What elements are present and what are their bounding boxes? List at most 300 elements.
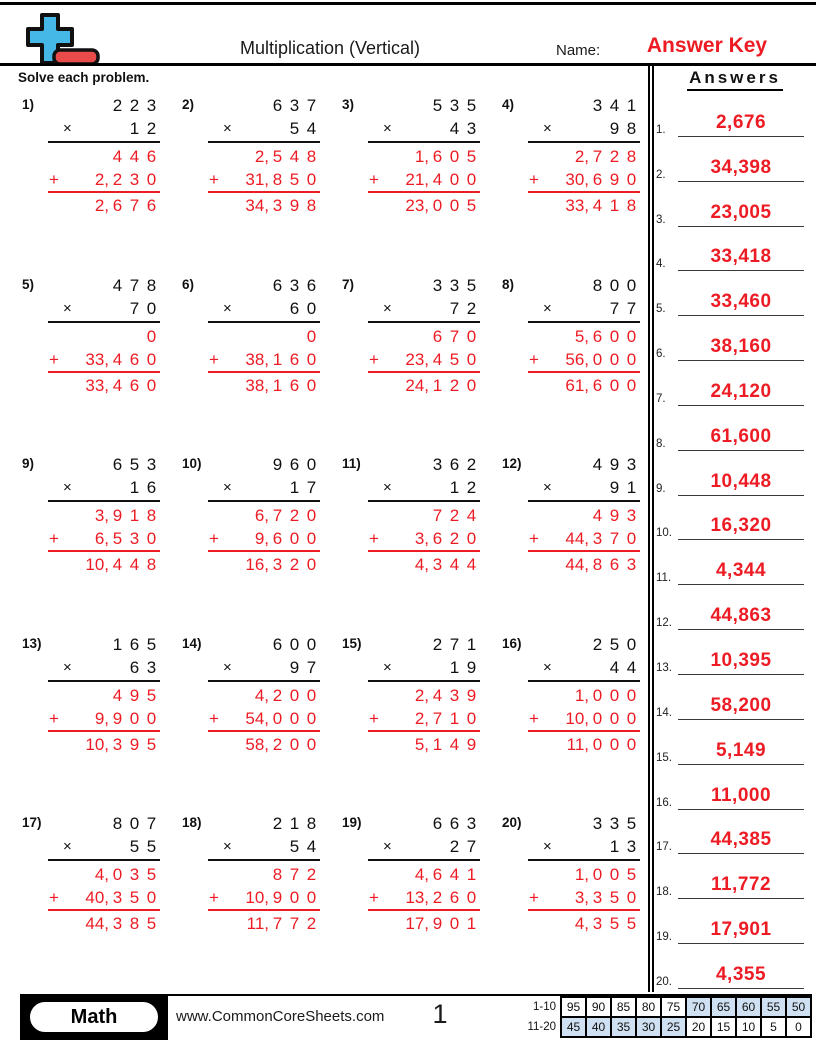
- digit: 1: [449, 478, 460, 497]
- digit-prefix: 5,: [574, 326, 589, 346]
- digit: 1: [129, 119, 140, 138]
- product: [208, 194, 320, 217]
- multiplicand: [48, 274, 160, 297]
- digit: 0: [626, 375, 637, 395]
- digit: 9: [466, 685, 477, 705]
- answers-list: [654, 97, 812, 994]
- digit-prefix: 54,: [245, 708, 269, 728]
- digit: 0: [449, 196, 460, 215]
- product: [48, 733, 160, 756]
- answer-value: 11,000: [710, 784, 772, 806]
- digit: 0: [466, 326, 477, 346]
- multiplier-row: [528, 117, 640, 143]
- problem-number: 3): [342, 97, 355, 112]
- answer-number: 9.: [656, 482, 666, 495]
- digit: 0: [609, 349, 620, 369]
- digit: 4: [432, 170, 443, 189]
- score-cell: 45: [561, 1017, 586, 1037]
- digit: 0: [129, 708, 140, 728]
- problem: [182, 633, 342, 813]
- digit: 3: [129, 170, 140, 189]
- digit: 8: [592, 275, 603, 295]
- answer-number: 8.: [656, 437, 666, 450]
- digit: 1: [272, 349, 283, 369]
- digit: 4: [112, 275, 123, 295]
- problem: [342, 812, 502, 992]
- product: [528, 553, 640, 576]
- digit: 0: [609, 375, 620, 395]
- digit-prefix: 3,: [574, 888, 589, 907]
- multiply-sign: ×: [383, 479, 392, 496]
- digit: 0: [626, 734, 637, 754]
- digit: 1: [626, 478, 637, 497]
- digit-prefix: 33,: [565, 196, 589, 215]
- multiplicand: [208, 274, 320, 297]
- digit: 0: [306, 349, 317, 369]
- digit: 5: [609, 914, 620, 933]
- multiply-sign: ×: [223, 479, 232, 496]
- multiplier-row: [208, 656, 320, 682]
- problem-number: 10): [182, 456, 202, 471]
- digit: 6: [289, 455, 300, 474]
- product: [528, 374, 640, 397]
- problem: [502, 274, 662, 454]
- digit: 0: [609, 734, 620, 754]
- answer-value: 4,355: [715, 963, 767, 985]
- answer-value: 24,120: [710, 380, 772, 402]
- digit: 2: [449, 529, 460, 548]
- partial-product-1: [528, 684, 640, 707]
- plus-sign: +: [529, 170, 539, 189]
- plus-sign: +: [49, 170, 59, 189]
- digit: 0: [609, 865, 620, 884]
- multiplicand: [528, 274, 640, 297]
- problem-number: 11): [342, 456, 361, 471]
- answer-value: 44,863: [710, 605, 772, 627]
- answer-value: 10,395: [710, 649, 772, 671]
- score-cell: 70: [686, 997, 711, 1017]
- digit: 0: [289, 529, 300, 548]
- problem-work: [528, 633, 640, 813]
- digit: 6: [129, 634, 140, 654]
- digit-prefix: 40,: [85, 888, 109, 907]
- answer-blank-line: [678, 898, 804, 899]
- digit: 7: [272, 914, 283, 933]
- partial-product-2: [48, 707, 160, 732]
- product: [48, 194, 160, 217]
- digit: 5: [146, 837, 157, 856]
- answer-item: [654, 456, 812, 501]
- multiply-sign: ×: [383, 658, 392, 676]
- digit: 2: [272, 734, 283, 754]
- digit: 6: [449, 455, 460, 474]
- problem-number: 6): [182, 276, 195, 292]
- digit: 0: [626, 708, 637, 728]
- digit: 7: [609, 298, 620, 318]
- score-cell: 95: [561, 997, 586, 1017]
- digit: 5: [466, 96, 477, 115]
- answer-item: [654, 680, 812, 725]
- page-number: 1: [432, 999, 448, 1029]
- digit: 4: [592, 506, 603, 525]
- problem-number: 17): [22, 815, 42, 830]
- digit: 6: [432, 326, 443, 346]
- digit-prefix: 24,: [405, 375, 429, 395]
- answer-item: [654, 859, 812, 904]
- multiplier-row: [528, 297, 640, 323]
- partial-product-1: [368, 863, 480, 886]
- digit: 8: [626, 196, 637, 215]
- digit: 6: [592, 326, 603, 346]
- digit: 6: [449, 888, 460, 907]
- problem: [22, 812, 182, 992]
- digit: 0: [592, 734, 603, 754]
- digit: 9: [466, 657, 477, 677]
- answer-item: [654, 232, 812, 277]
- problem-number: 18): [182, 815, 202, 830]
- problem: [22, 453, 182, 633]
- digit: 3: [449, 96, 460, 115]
- digit: 1: [609, 837, 620, 856]
- plus-sign: +: [49, 349, 59, 369]
- digit-prefix: 11,: [566, 734, 589, 754]
- digit: 4: [112, 349, 123, 369]
- digit: 0: [626, 349, 637, 369]
- multiply-sign: ×: [223, 299, 232, 317]
- digit: 9: [272, 455, 283, 474]
- digit: 3: [112, 914, 123, 933]
- answer-item: [654, 725, 812, 770]
- digit: 5: [146, 685, 157, 705]
- score-cell: 30: [636, 1017, 661, 1037]
- page-title: Multiplication (Vertical): [239, 38, 421, 58]
- plus-sign: +: [209, 349, 219, 369]
- answer-blank-line: [678, 181, 804, 182]
- digit: 5: [289, 837, 300, 856]
- digit-prefix: 10,: [85, 734, 109, 754]
- digit: 3: [432, 275, 443, 295]
- digit: 4: [306, 119, 317, 138]
- answer-item: [654, 635, 812, 680]
- digit: 4: [592, 455, 603, 474]
- answer-number: 1.: [656, 123, 666, 136]
- digit: 0: [112, 865, 123, 884]
- digit: 5: [466, 147, 477, 166]
- digit: 0: [609, 708, 620, 728]
- partial-product-2: [528, 707, 640, 732]
- digit-prefix: 3,: [414, 529, 429, 548]
- partial-product-1: [208, 863, 320, 886]
- digit-prefix: 44,: [565, 529, 589, 548]
- partial-product-1: [48, 504, 160, 527]
- product: [528, 194, 640, 217]
- problem-number: 14): [182, 635, 202, 651]
- partial-product-2: [368, 527, 480, 552]
- digit: 3: [626, 555, 637, 574]
- digit: 2: [112, 170, 123, 189]
- digit: 6: [592, 375, 603, 395]
- multiplier-row: [528, 835, 640, 861]
- digit: 5: [609, 888, 620, 907]
- digit: 7: [129, 275, 140, 295]
- digit: 7: [306, 657, 317, 677]
- digit: 0: [146, 298, 157, 318]
- digit: 0: [289, 888, 300, 907]
- digit: 0: [626, 170, 637, 189]
- product: [48, 553, 160, 576]
- digit: 0: [306, 375, 317, 395]
- subject-label: Math: [27, 999, 161, 1035]
- answer-number: 19.: [656, 931, 672, 944]
- answer-blank-line: [678, 270, 804, 271]
- problem-work: [208, 94, 320, 274]
- digit: 0: [449, 914, 460, 933]
- problem: [342, 453, 502, 633]
- partial-product-1: [208, 684, 320, 707]
- plus-sign: +: [209, 888, 219, 907]
- partial-product-2: [208, 168, 320, 193]
- partial-product-2: [528, 348, 640, 373]
- digit: 1: [466, 914, 477, 933]
- multiplicand: [528, 812, 640, 835]
- problem: [502, 453, 662, 633]
- answer-item: [654, 366, 812, 411]
- digit: 0: [592, 685, 603, 705]
- multiply-sign: ×: [543, 299, 552, 317]
- multiply-sign: ×: [223, 120, 232, 137]
- digit-prefix: 4,: [254, 685, 269, 705]
- plus-sign: +: [369, 170, 379, 189]
- answer-number: 20.: [656, 975, 672, 988]
- partial-product-2: [208, 886, 320, 911]
- digit-prefix: 5,: [414, 734, 429, 754]
- problem-number: 5): [22, 276, 35, 292]
- multiplier-row: [208, 117, 320, 143]
- problem-work: [528, 94, 640, 274]
- digit: 0: [592, 865, 603, 884]
- digit: 8: [592, 555, 603, 574]
- digit: 6: [112, 196, 123, 215]
- digit: 0: [466, 375, 477, 395]
- problem-work: [208, 812, 320, 992]
- multiplicand: [208, 633, 320, 656]
- digit: 5: [466, 196, 477, 215]
- digit: 7: [592, 147, 603, 166]
- digit-prefix: 33,: [85, 375, 109, 395]
- digit: 0: [626, 275, 637, 295]
- partial-product-2: [528, 168, 640, 193]
- digit: 3: [592, 814, 603, 833]
- digit: 0: [146, 708, 157, 728]
- problem: [342, 274, 502, 454]
- digit-prefix: 1,: [414, 147, 429, 166]
- digit: 8: [129, 914, 140, 933]
- product: [48, 912, 160, 935]
- answer-key-label: Answer Key: [646, 34, 768, 57]
- digit: 8: [306, 814, 317, 833]
- digit-prefix: 34,: [245, 196, 269, 215]
- digit: 0: [306, 455, 317, 474]
- multiplier-row: [368, 297, 480, 323]
- digit: 0: [289, 734, 300, 754]
- problem-number: 16): [502, 635, 522, 651]
- score-cell: 15: [711, 1017, 736, 1037]
- digit-prefix: 4,: [94, 865, 109, 884]
- partial-product-1: [528, 504, 640, 527]
- multiplicand: [368, 633, 480, 656]
- digit: 0: [609, 326, 620, 346]
- problem-number: 4): [502, 97, 515, 112]
- digit: 2: [466, 298, 477, 318]
- digit: 3: [146, 96, 157, 115]
- digit: 5: [272, 147, 283, 166]
- digit: 6: [432, 865, 443, 884]
- digit: 0: [129, 814, 140, 833]
- digit: 6: [272, 96, 283, 115]
- digit: 6: [272, 275, 283, 295]
- digit: 6: [449, 814, 460, 833]
- digit: 2: [129, 96, 140, 115]
- digit-prefix: 4,: [414, 865, 429, 884]
- multiply-sign: ×: [63, 658, 72, 676]
- digit-prefix: 1,: [574, 865, 589, 884]
- answer-value: 17,901: [710, 919, 772, 941]
- score-row: [525, 997, 811, 1017]
- digit: 9: [609, 506, 620, 525]
- answer-number: 2.: [656, 168, 666, 181]
- plus-sign: +: [209, 708, 219, 728]
- answer-item: [654, 904, 812, 949]
- digit: 2: [306, 865, 317, 884]
- digit: 0: [146, 529, 157, 548]
- digit: 4: [609, 96, 620, 115]
- answer-item: [654, 590, 812, 635]
- answer-item: [654, 501, 812, 546]
- problem-number: 7): [342, 276, 355, 292]
- multiplier-row: [528, 656, 640, 682]
- multiplicand: [208, 94, 320, 117]
- digit: 3: [129, 865, 140, 884]
- digit: 3: [592, 96, 603, 115]
- digit: 8: [112, 814, 123, 833]
- partial-product-2: [528, 886, 640, 911]
- partial-product-1: [208, 145, 320, 168]
- digit: 0: [146, 326, 157, 346]
- digit: 7: [432, 708, 443, 728]
- digit: 0: [609, 275, 620, 295]
- digit-prefix: 9,: [254, 529, 269, 548]
- multiply-sign: ×: [543, 838, 552, 855]
- digit: 2: [449, 375, 460, 395]
- digit: 0: [626, 888, 637, 907]
- digit: 0: [626, 634, 637, 654]
- plus-sign: +: [49, 529, 59, 548]
- plus-sign: +: [529, 349, 539, 369]
- multiply-sign: ×: [383, 299, 392, 317]
- digit: 8: [146, 555, 157, 574]
- answer-value: 16,320: [710, 515, 772, 537]
- score-cell: 55: [761, 997, 786, 1017]
- answer-blank-line: [678, 809, 804, 810]
- digit: 1: [466, 865, 477, 884]
- digit: 3: [592, 888, 603, 907]
- digit: 0: [466, 888, 477, 907]
- problem-work: [208, 274, 320, 454]
- answer-value: 23,005: [710, 201, 772, 223]
- digit: 8: [272, 170, 283, 189]
- digit: 1: [112, 634, 123, 654]
- answer-item: [654, 142, 812, 187]
- digit-prefix: 10,: [245, 888, 269, 907]
- multiply-sign: ×: [63, 479, 72, 496]
- digit: 7: [609, 529, 620, 548]
- partial-product-1: [368, 145, 480, 168]
- multiplier-row: [48, 835, 160, 861]
- score-cell: 5: [761, 1017, 786, 1037]
- digit: 9: [129, 734, 140, 754]
- problem-work: [48, 812, 160, 992]
- multiply-sign: ×: [543, 479, 552, 496]
- score-cell: 10: [736, 1017, 761, 1037]
- product: [528, 912, 640, 935]
- multiply-sign: ×: [63, 120, 72, 137]
- partial-product-1: [368, 504, 480, 527]
- digit: 1: [432, 734, 443, 754]
- digit: 4: [129, 147, 140, 166]
- digit: 1: [449, 708, 460, 728]
- digit: 7: [626, 298, 637, 318]
- answer-number: 10.: [656, 527, 672, 540]
- digit: 0: [306, 634, 317, 654]
- digit-prefix: 38,: [245, 375, 269, 395]
- digit: 3: [272, 555, 283, 574]
- product: [368, 733, 480, 756]
- answer-value: 2,676: [715, 111, 767, 133]
- digit: 4: [609, 657, 620, 677]
- digit: 7: [306, 478, 317, 497]
- digit: 9: [289, 196, 300, 215]
- answer-number: 17.: [656, 841, 672, 854]
- digit: 7: [306, 96, 317, 115]
- digit: 0: [626, 326, 637, 346]
- partial-product-1: [48, 325, 160, 348]
- digit: 6: [306, 275, 317, 295]
- digit: 5: [112, 529, 123, 548]
- problem-number: 2): [182, 97, 195, 112]
- digit: 1: [449, 657, 460, 677]
- answer-item: [654, 545, 812, 590]
- multiplicand: [48, 633, 160, 656]
- problem-work: [48, 94, 160, 274]
- digit: 3: [112, 734, 123, 754]
- answers-column-title: Answers: [660, 68, 810, 91]
- answer-number: 13.: [656, 661, 672, 674]
- product: [368, 374, 480, 397]
- digit: 6: [146, 478, 157, 497]
- score-row: [525, 1017, 811, 1037]
- digit: 0: [146, 349, 157, 369]
- digit: 1: [289, 478, 300, 497]
- digit: 2: [466, 478, 477, 497]
- digit: 8: [626, 147, 637, 166]
- multiplicand: [48, 453, 160, 476]
- digit: 0: [306, 888, 317, 907]
- digit: 0: [306, 555, 317, 574]
- digit-prefix: 4,: [574, 914, 589, 933]
- digit: 4: [112, 555, 123, 574]
- multiply-sign: ×: [543, 658, 552, 676]
- digit: 4: [432, 349, 443, 369]
